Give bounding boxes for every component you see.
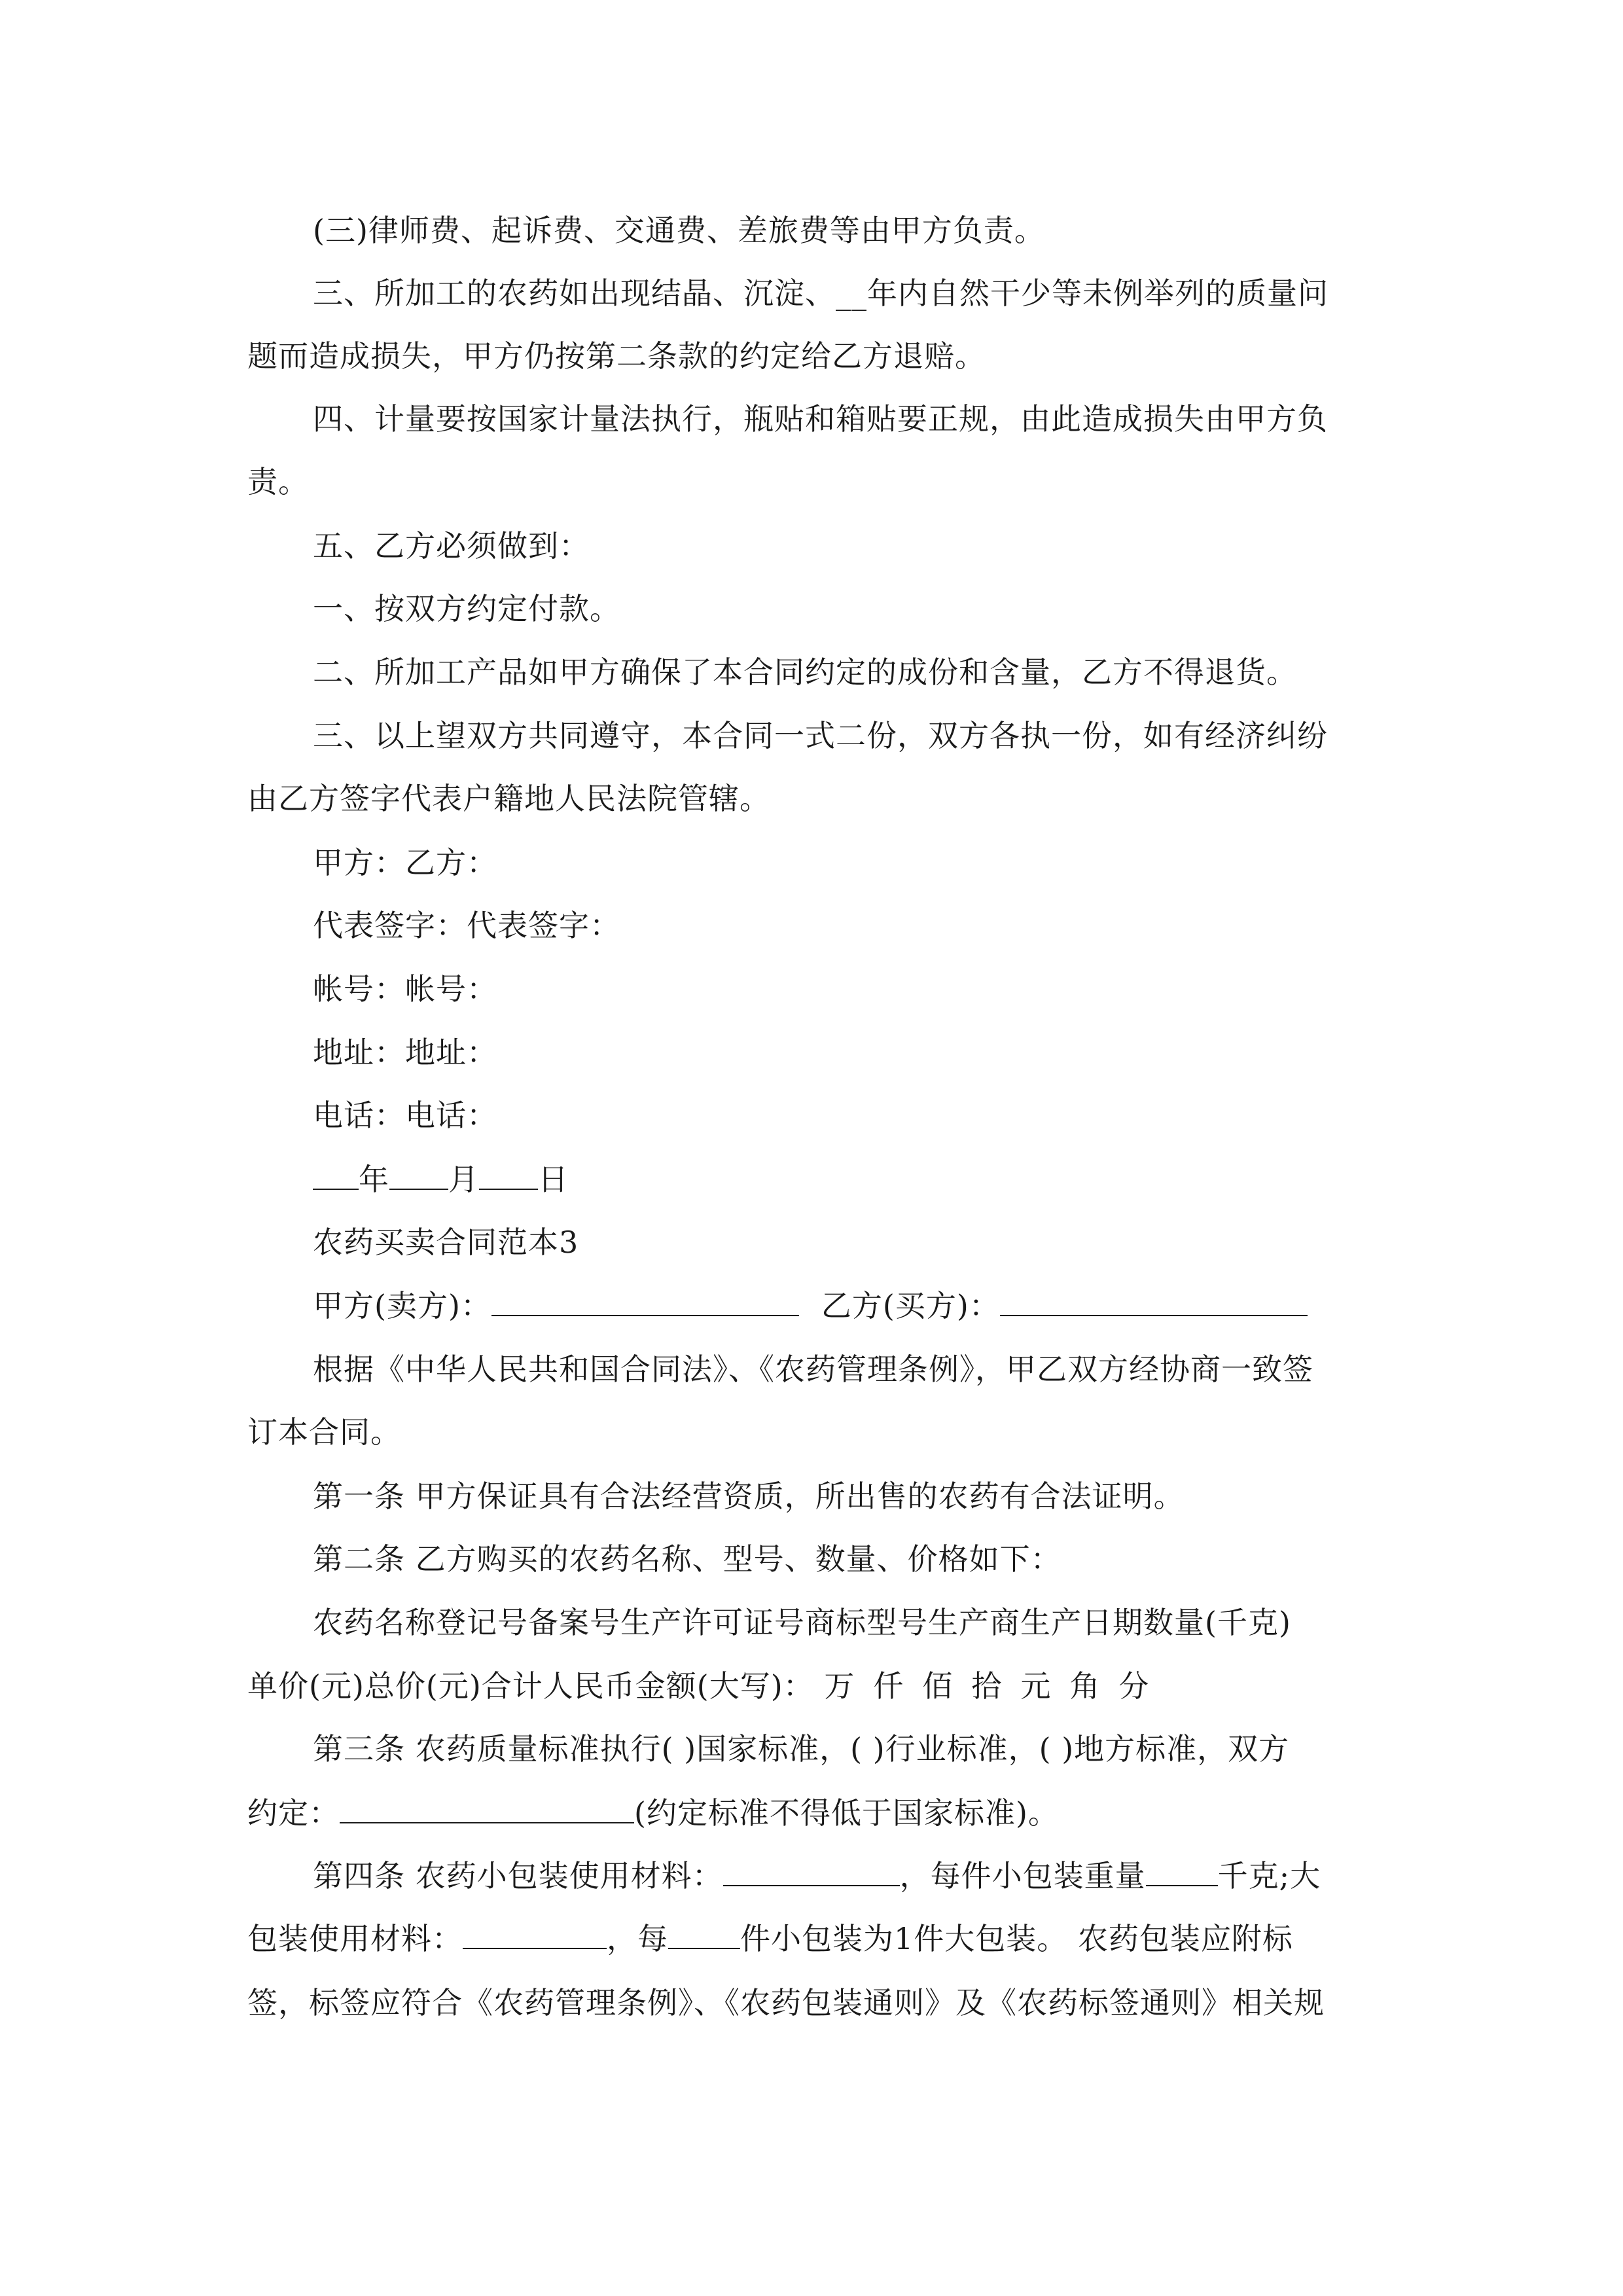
paragraph-line: 三、所加工的农药如出现结晶、沉淀、__年内自然干少等未例举列的质量问	[313, 276, 1329, 311]
paragraph-line: 四、计量要按国家计量法执行，瓶贴和箱贴要正规，由此造成损失由甲方负	[313, 401, 1328, 437]
paragraph-line: 题而造成损失，甲方仍按第二条款的约定给乙方退赔。	[247, 338, 986, 374]
paragraph-line: 三、以上望双方共同遵守，本合同一式二份，双方各执一份，如有经济纠纷	[313, 718, 1328, 753]
date-month-label: 月	[448, 1162, 479, 1197]
section-title: 农药买卖合同范本3	[313, 1225, 579, 1260]
signature-account-line: 帐号：帐号：	[313, 971, 497, 1007]
paragraph-line: 五、乙方必须做到：	[313, 528, 590, 564]
agreement-label: 约定：	[247, 1795, 340, 1831]
amount-unit: 元	[1020, 1668, 1052, 1704]
article-4-mid2: 千克;大	[1217, 1858, 1321, 1893]
article-4-mid1: ，每件小包装重量	[899, 1858, 1146, 1893]
paragraph-line: 根据《中华人民共和国合同法》、《农药管理条例》，甲乙双方经协商一致签	[313, 1352, 1313, 1387]
parties-line	[313, 1286, 1445, 1325]
small-pack-weight-blank	[1146, 1856, 1218, 1886]
signature-party-line: 甲方：乙方：	[313, 845, 497, 880]
date-year-label: 年	[359, 1162, 389, 1197]
paragraph-line: 一、按双方约定付款。	[313, 591, 620, 626]
article-4-line2	[247, 1919, 1380, 1958]
signature-rep-line: 代表签字：代表签字：	[313, 908, 620, 943]
agreement-blank	[340, 1793, 634, 1823]
amount-unit: 万	[824, 1668, 855, 1704]
article-4-prefix: 第四条 农药小包装使用材料：	[313, 1858, 723, 1893]
amount-unit: 角	[1069, 1668, 1101, 1704]
article-2: 第二条 乙方购买的农药名称、型号、数量、价格如下：	[313, 1541, 1061, 1577]
article-4-line2-suffix: 件小包装为1件大包装。 农药包装应附标	[740, 1921, 1293, 1956]
table-header-line: 农药名称登记号备案号生产许可证号商标型号生产商生产日期数量(千克)	[313, 1605, 1291, 1640]
pack-count-blank	[668, 1919, 740, 1949]
amount-label: 单价(元)总价(元)合计人民币金额(大写)：	[247, 1668, 814, 1704]
amount-units	[824, 1668, 1168, 1704]
party-a-blank	[491, 1286, 799, 1316]
signature-phone-line: 电话：电话：	[313, 1098, 497, 1133]
article-4-line2-prefix: 包装使用材料：	[247, 1921, 463, 1956]
paragraph-line: 订本合同。	[247, 1414, 401, 1450]
party-b-label: 乙方(买方)：	[821, 1288, 1000, 1323]
paragraph-line: 二、所加工产品如甲方确保了本合同约定的成份和含量，乙方不得退货。	[313, 655, 1297, 690]
date-day-label: 日	[538, 1162, 569, 1197]
article-4-line2-mid: ，每	[607, 1921, 668, 1956]
large-pack-material-blank	[463, 1919, 607, 1949]
article-4	[313, 1856, 1445, 1895]
paragraph-line: 由乙方签字代表户籍地人民法院管辖。	[247, 781, 770, 816]
party-b-blank	[1000, 1286, 1308, 1316]
party-a-label: 甲方(卖方)：	[313, 1288, 491, 1323]
article-4-line3: 签，标签应符合《农药管理条例》、《农药包装通则》及《农药标签通则》相关规	[247, 1985, 1325, 2020]
article-3-agreement-line	[247, 1793, 1380, 1833]
date-year-blank	[313, 1160, 359, 1190]
amount-unit: 分	[1118, 1668, 1150, 1704]
article-3: 第三条 农药质量标准执行( )国家标准，( )行业标准，( )地方标准，双方	[313, 1731, 1290, 1767]
date-line	[313, 1160, 1445, 1199]
agreement-note: (约定标准不得低于国家标准)。	[634, 1795, 1059, 1831]
amount-unit: 拾	[971, 1668, 1003, 1704]
small-pack-material-blank	[723, 1856, 900, 1886]
date-day-blank	[479, 1160, 538, 1190]
amount-line	[247, 1666, 1380, 1706]
paragraph-line: (三)律师费、起诉费、交通费、差旅费等由甲方负责。	[313, 213, 1045, 248]
date-month-blank	[389, 1160, 448, 1190]
signature-address-line: 地址：地址：	[313, 1035, 497, 1070]
article-1: 第一条 甲方保证具有合法经营资质，所出售的农药有合法证明。	[313, 1479, 1185, 1514]
paragraph-line: 责。	[247, 464, 309, 499]
amount-unit: 佰	[922, 1668, 954, 1704]
amount-unit: 仟	[873, 1668, 904, 1704]
